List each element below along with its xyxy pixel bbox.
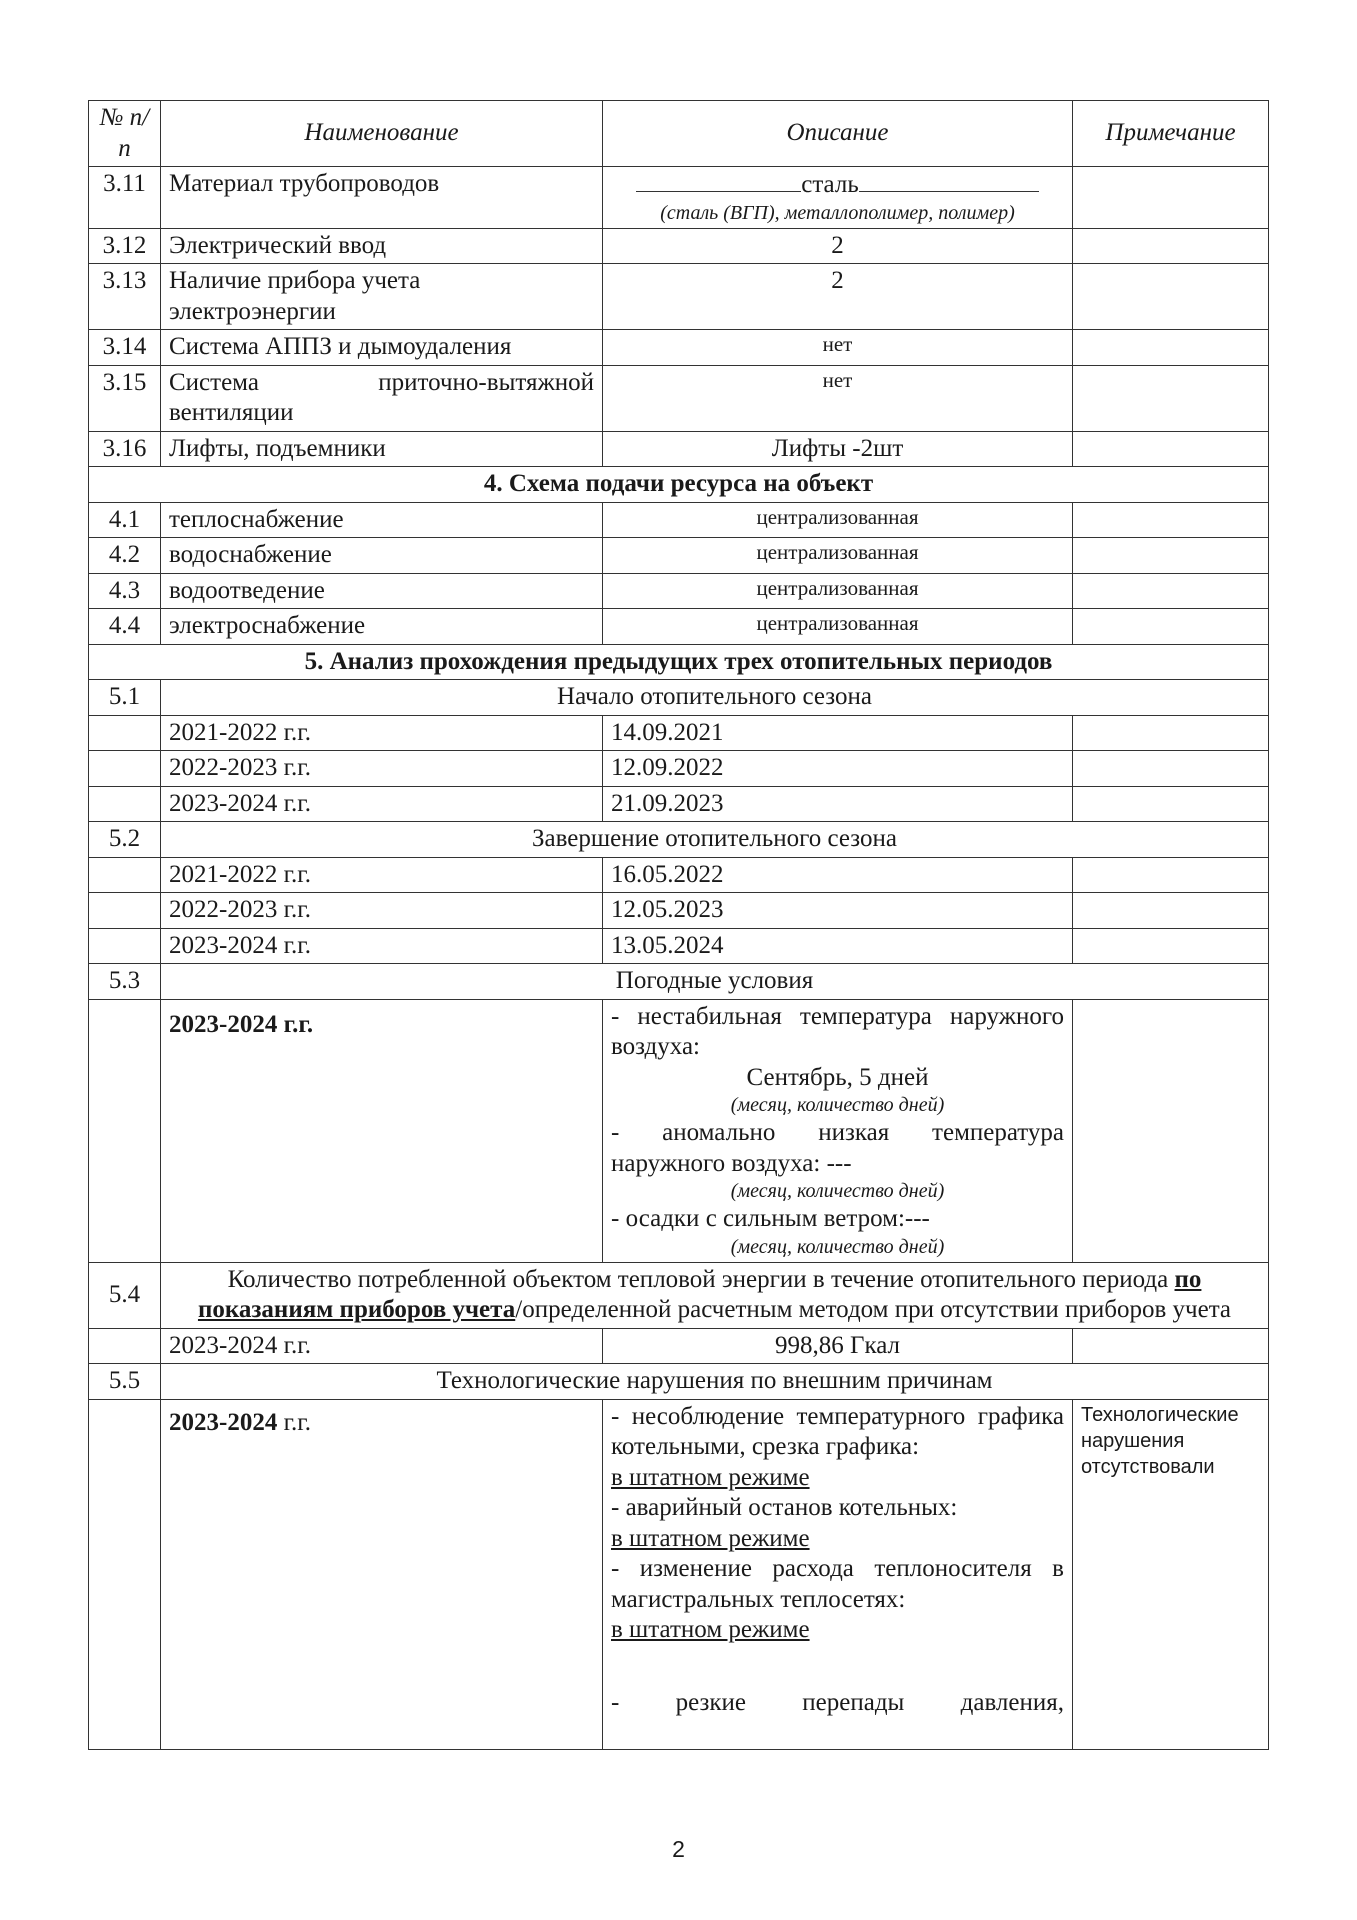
weather-wind: - осадки с сильным ветром:--- [611,1205,930,1232]
table-row [89,751,1269,787]
value-hint: (сталь (ВГП), металлополимер, полимер) [660,201,1015,224]
table-row [89,502,1269,538]
row-date: 12.09.2022 [603,751,1073,787]
row-note [1073,330,1269,366]
subsection-title: Завершение отопительного сезона [161,822,1269,858]
period-bold: 2023-2024 [169,1408,278,1436]
row-note [1073,786,1269,822]
header-note: Примечание [1073,101,1269,167]
subsection-row [89,1364,1269,1400]
title-part: /определенной расчетным методом при отсутствии приборов учета [515,1296,1232,1323]
table-row [89,264,1269,330]
row-date: 16.05.2022 [603,857,1073,893]
row-num: 5.1 [89,680,161,716]
table-row [89,330,1269,366]
row-note [1073,715,1269,751]
row-num: 5.5 [89,1364,161,1400]
row-period: 2023-2024 г.г. [161,786,603,822]
row-period: 2023-2024 г.г. [161,928,603,964]
row-date: 13.05.2024 [603,928,1073,964]
page-number: 2 [672,1836,685,1862]
table-row [89,228,1269,264]
weather-cell [603,999,1073,1262]
row-date: 14.09.2021 [603,715,1073,751]
row-note [1073,928,1269,964]
row-period: 2023-2024 г.г. [161,1328,603,1364]
form-sheet [88,100,1268,1750]
row-date: 12.05.2023 [603,893,1073,929]
row-note [1073,502,1269,538]
row-note [1073,228,1269,264]
row-value: сталь [801,171,859,198]
row-num: 3.12 [89,228,161,264]
row-num: 4.1 [89,502,161,538]
violation-status: в штатном режиме [611,1616,810,1643]
weather-hint: (месяц, количество дней) [730,1235,945,1258]
row-note [1073,264,1269,330]
row-num: 3.14 [89,330,161,366]
row-value: централизованная [603,609,1073,645]
row-period: 2022-2023 г.г. [161,751,603,787]
row-num [89,928,161,964]
row-num: 5.3 [89,964,161,1000]
row-note [1073,999,1269,1262]
weather-hint: (месяц, количество дней) [730,1094,945,1116]
row-name: Материал трубопроводов [161,167,603,229]
row-num: 4.2 [89,538,161,574]
subsection-row [89,680,1269,716]
section-heading-row [89,644,1269,680]
header-name: Наименование [161,101,603,167]
subsection-title-5-4 [161,1262,1269,1328]
blank-line [636,169,801,192]
table-row [89,431,1269,467]
subsection-row [89,822,1269,858]
row-note [1073,857,1269,893]
violation-item-1: - несоблюдение температурного графика котельными, срезка графика: [611,1402,1064,1460]
row-note [1073,365,1269,431]
row-num: 3.16 [89,431,161,467]
row-num: 5.4 [89,1262,161,1328]
row-date: 21.09.2023 [603,786,1073,822]
violation-status: в штатном режиме [611,1524,810,1552]
row-name: Система приточно-вытяжной вентиляции [161,365,603,431]
table-row [89,893,1269,929]
subsection-title: Погодные условия [161,964,1269,1000]
row-num: 3.13 [89,264,161,330]
table-row [89,715,1269,751]
row-name: теплоснабжение [161,502,603,538]
row-name: Лифты, подъемники [161,431,603,467]
weather-hint: (месяц, количество дней) [730,1180,945,1202]
row-num: 3.15 [89,365,161,431]
table-row [89,1399,1269,1749]
row-note [1073,431,1269,467]
row-num: 5.2 [89,822,161,858]
row-name: Наличие прибора учета электроэнергии [161,264,603,330]
row-num [89,857,161,893]
row-num: 4.3 [89,573,161,609]
row-num: 4.4 [89,609,161,645]
row-period-cell [161,1399,603,1749]
violation-status: в штатном режиме [611,1463,810,1491]
section-heading-row [89,467,1269,503]
violations-cell [603,1399,1073,1749]
row-note [1073,1328,1269,1364]
row-num [89,1328,161,1364]
section-5-title: 5. Анализ прохождения предыдущих трех отопительных периодов [89,644,1269,680]
row-period: 2022-2023 г.г. [161,893,603,929]
spacer [611,1646,1064,1688]
row-note [1073,538,1269,574]
blank-line [859,169,1039,192]
header-num: № п/п [89,101,161,167]
row-period: 2021-2022 г.г. [161,857,603,893]
row-name: водоснабжение [161,538,603,574]
table-row [89,538,1269,574]
table-header-row [89,101,1269,167]
row-name: Система АППЗ и дымоудаления [161,330,603,366]
row-name: электроснабжение [161,609,603,645]
violation-item-4: - резкие перепады давления, [611,1688,1064,1716]
row-value: централизованная [603,573,1073,609]
table-row [89,609,1269,645]
subsection-title: Начало отопительного сезона [161,680,1269,716]
row-name: Электрический ввод [161,228,603,264]
row-note [1073,573,1269,609]
weather-unstable: - нестабильная температура наружного воздуха: [611,1002,1064,1060]
row-num [89,999,161,1262]
title-underlined: по показаниям приборов учета [197,1265,1202,1323]
row-num [89,786,161,822]
table-row [89,365,1269,431]
subsection-title: Технологические нарушения по внешним причинам [161,1364,1269,1400]
section-4-title: 4. Схема подачи ресурса на объект [89,467,1269,503]
violation-item-3: - изменение расхода теплоносителя в магистральных теплосетях: [611,1555,1064,1613]
row-value: централизованная [603,502,1073,538]
subsection-row [89,964,1269,1000]
header-desc: Описание [603,101,1073,167]
violation-item-2: - аварийный останов котельных: [611,1494,958,1521]
row-num [89,715,161,751]
row-note [1073,167,1269,229]
row-value: 2 [603,264,1073,330]
table-row [89,786,1269,822]
violations-note: Технологические нарушения отсутствовали [1073,1399,1269,1749]
subsection-row [89,1262,1269,1328]
row-value: нет [603,365,1073,431]
row-note [1073,893,1269,929]
row-value: 998,86 Гкал [603,1328,1073,1364]
row-period: 2021-2022 г.г. [161,715,603,751]
row-value: централизованная [603,538,1073,574]
row-note [1073,609,1269,645]
table-row [89,1328,1269,1364]
passport-table [88,100,1269,1750]
row-value: Лифты -2шт [603,431,1073,467]
table-row [89,999,1269,1262]
title-part: Количество потребленной объектом тепловой энергии в течение отопительного периода [227,1265,1169,1293]
row-num [89,1399,161,1749]
table-row [89,573,1269,609]
row-num: 3.11 [89,167,161,229]
row-note [1073,751,1269,787]
row-num [89,893,161,929]
table-row [89,167,1269,229]
row-value-cell [603,167,1073,229]
row-value: нет [603,330,1073,366]
period-rest: г.г. [277,1408,311,1436]
row-value: 2 [603,228,1073,264]
table-row [89,857,1269,893]
weather-unstable-value: Сентябрь, 5 дней [746,1063,929,1091]
row-num [89,751,161,787]
table-row [89,928,1269,964]
row-period: 2023-2024 г.г. [161,999,603,1262]
weather-low: - аномально низкая температура наружного воздуха: --- [611,1119,1064,1177]
row-name: водоотведение [161,573,603,609]
